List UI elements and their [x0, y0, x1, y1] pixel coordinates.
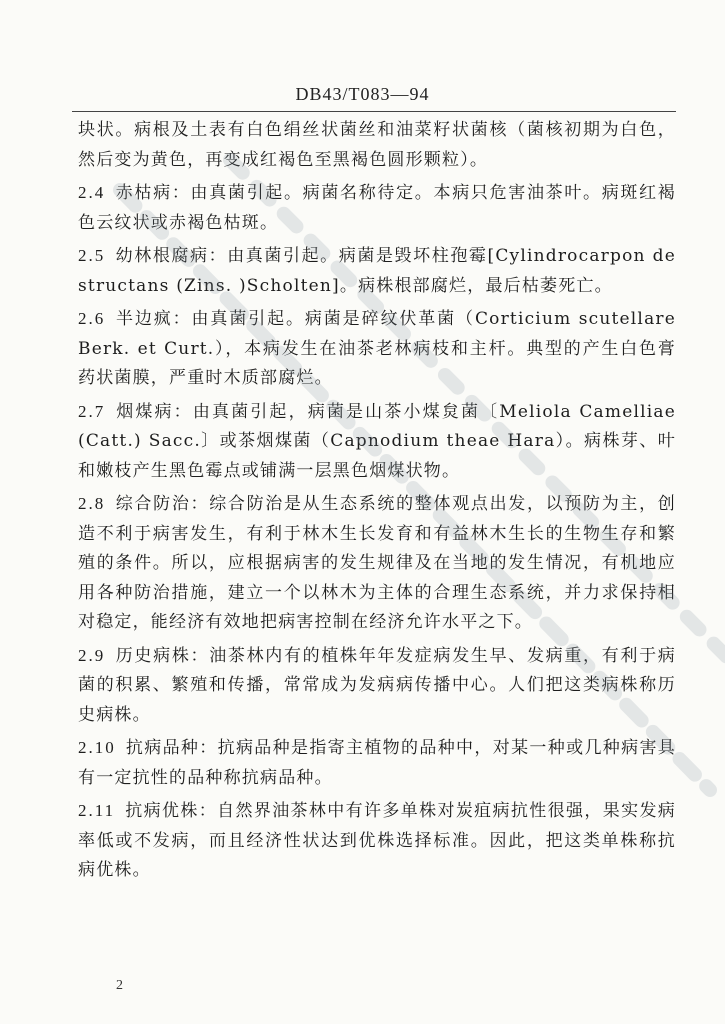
clause-number: 2.9 [78, 645, 106, 665]
clause-term: 幼林根腐病： [115, 246, 228, 266]
paragraph-2-8 [78, 489, 676, 638]
paragraph-2-4 [78, 178, 676, 238]
paragraph-2-6 [78, 304, 676, 394]
clause-term: 赤枯病： [115, 183, 191, 203]
paragraph-text: 综合防治是从生态系统的整体观点出发，以预防为主，创造不利于病害发生，有利于林木生长发育和有益林木生长的生物生存和繁殖的条件。所以，应根据病害的发生规律及在当地的发生情况，有机地应用各种防治措施，建立一个以林木为主体的合理生态系统，并力求保持相对稳定，能经济有效地把病害控制在经济允许水平之下。 [78, 494, 677, 632]
clause-term: 半边疯： [115, 309, 192, 329]
paragraph-text: 自然界油茶林中有许多单株对炭疽病抗性很强，果实发病率低或不发病，而且经济性状达到优株选择标准。因此，把这类单株称抗病优株。 [78, 801, 677, 880]
clause-number: 2.11 [78, 801, 116, 820]
paragraph-text: 抗病品种是指寄主植物的品种中，对某一种或几种病害具有一定抗性的品种称抗病品种。 [78, 738, 677, 788]
paragraph-text: 油茶林内有的植株年年发症病发生早、发病重，有利于病菌的积累、繁殖和传播，常常成为发病病传播中心。人们把这类病株称历史病株。 [78, 645, 677, 725]
clause-term: 抗病品种： [125, 738, 218, 758]
clause-term: 烟煤病： [115, 401, 193, 422]
paragraph-text: 由真菌引起。病菌是碎纹伏革菌（Corticium scutellare Berk. et Curt.），本病发生在油茶老林病枝和主杆。典型的产生白色膏药状菌膜，严重时木质部腐烂。 [78, 309, 676, 388]
paragraph-continuation [78, 116, 676, 175]
paragraph-text: 由真菌引起。病菌名称待定。本病只危害油茶叶。病斑红褐色云纹状或赤褐色枯斑。 [78, 183, 676, 233]
paragraph-2-5 [78, 241, 676, 301]
header-rule [72, 111, 676, 112]
clause-term: 抗病优株： [125, 801, 218, 821]
body-text [78, 116, 676, 889]
page-number: 2 [116, 978, 123, 993]
paragraph-text: 由真菌引起。病菌是毁坏柱孢霉[Cylindrocarpon destructans (Zins. )Scholten]。病株根部腐烂，最后枯萎死亡。 [78, 246, 676, 296]
clause-number: 2.5 [78, 246, 106, 265]
paragraph-2-7 [78, 397, 676, 487]
clause-number: 2.7 [78, 401, 106, 421]
paragraph-2-9 [78, 641, 676, 731]
standard-code-header: DB43/T083—94 [295, 84, 430, 104]
paragraph-text: 块状。病根及土表有白色绢丝状菌丝和油菜籽状菌核（菌核初期为白色，然后变为黄色，再变成红褐色至黑褐色圆形颗粒）。 [78, 120, 676, 170]
paragraph-text: 由真菌引起，病菌是山茶小煤炱菌〔Meliola Camelliae (Catt.) Sacc.〕或茶烟煤菌（Capnodium theae Hara）。病株芽、叶和嫩枝产生黑色霉点或铺满一层黑色烟煤状物。 [78, 401, 676, 481]
clause-number: 2.4 [78, 183, 106, 202]
paragraph-2-11 [78, 796, 676, 886]
clause-number: 2.8 [78, 494, 106, 513]
clause-term: 历史病株： [115, 645, 210, 666]
paragraph-2-10 [78, 733, 676, 793]
clause-number: 2.6 [78, 309, 106, 328]
clause-term: 综合防治： [115, 494, 210, 514]
clause-number: 2.10 [78, 738, 116, 757]
